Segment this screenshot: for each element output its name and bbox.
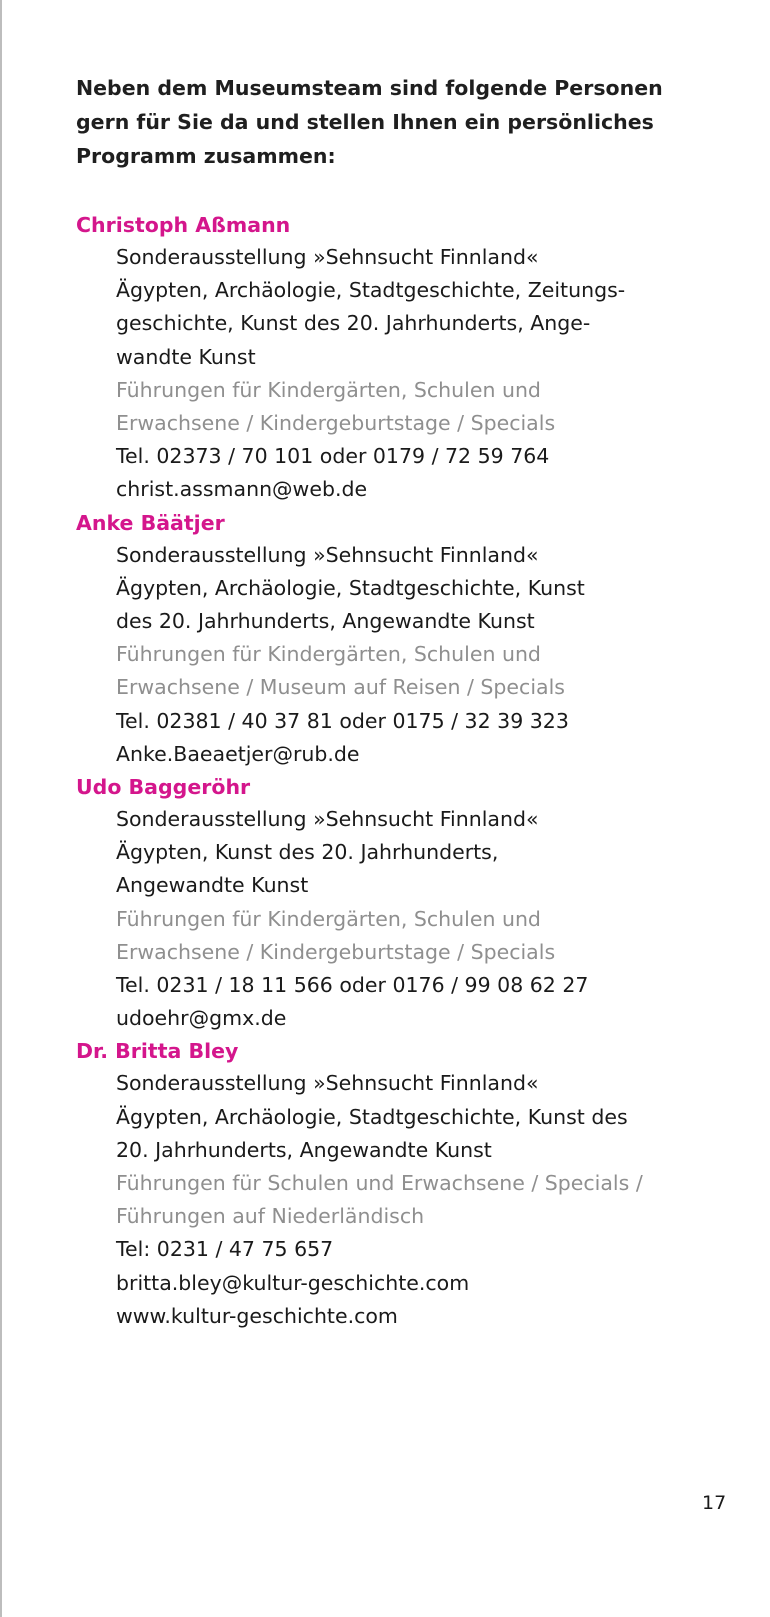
guide-topic-line: wandte Kunst [116,344,256,369]
page-content [76,71,736,1333]
guide-program-line: Führungen auf Niederländisch [116,1204,425,1229]
guide-website: www.kultur-geschichte.com [116,1303,398,1328]
guide-details [116,539,736,771]
guide-name: Udo Baggeröhr [76,775,251,800]
guide-phone: Tel: 0231 / 47 75 657 [116,1237,334,1262]
guide-email: britta.bley@kultur-geschichte.com [116,1270,470,1295]
guide-topic-line: Ägypten, Archäologie, Stadtgeschichte, Kunst [116,575,585,600]
guide-topic-line: des 20. Jahrhunderts, Angewandte Kunst [116,609,535,634]
guide-details [116,241,736,507]
intro-line: gern für Sie da und stellen Ihnen ein persönliches [76,110,654,134]
guide-entry [76,209,736,507]
guide-program-line: Erwachsene / Museum auf Reisen / Specials [116,675,565,700]
intro-line: Programm zusammen: [76,144,336,168]
guide-entry [76,1035,736,1333]
guide-details [116,1067,736,1333]
page-edge-line [0,0,2,1617]
guide-topic-line: Angewandte Kunst [116,873,309,898]
guide-program-line: Erwachsene / Kindergeburtstage / Specials [116,939,556,964]
guide-topic-line: geschichte, Kunst des 20. Jahrhunderts, Ange- [116,311,591,336]
intro-paragraph [76,71,736,173]
guide-topic-line: Sonderausstellung »Sehnsucht Finnland« [116,245,539,269]
guide-email: udoehr@gmx.de [116,1006,287,1031]
guide-topic-line: Sonderausstellung »Sehnsucht Finnland« [116,542,539,567]
guide-email: Anke.Baeaetjer@rub.de [116,741,360,766]
guide-name: Christoph Aßmann [76,213,291,237]
guide-program-line: Führungen für Schulen und Erwachsene / Specials / [116,1171,643,1196]
guide-topic-line: Ägypten, Archäologie, Stadtgeschichte, Kunst des [116,1104,628,1129]
guide-entry [76,507,736,771]
guide-topic-line: Ägypten, Archäologie, Stadtgeschichte, Zeitungs- [116,278,626,303]
guide-program-line: Führungen für Kindergärten, Schulen und [116,906,541,931]
guide-email: christ.assmann@web.de [116,477,368,502]
guide-phone: Tel. 02373 / 70 101 oder 0179 / 72 59 764 [116,444,550,469]
intro-line: Neben dem Museumsteam sind folgende Personen [76,76,663,100]
page-number: 17 [702,1492,727,1514]
guide-details [116,803,736,1035]
guide-topic-line: Sonderausstellung »Sehnsucht Finnland« [116,1071,539,1096]
guide-topic-line: 20. Jahrhunderts, Angewandte Kunst [116,1137,492,1162]
guide-topic-line: Sonderausstellung »Sehnsucht Finnland« [116,807,539,832]
guide-name: Dr. Britta Bley [76,1039,239,1064]
guide-name: Anke Bäätjer [76,510,225,535]
guide-entry [76,771,736,1035]
guide-program-line: Führungen für Kindergärten, Schulen und [116,377,541,402]
guide-program-line: Führungen für Kindergärten, Schulen und [116,642,541,667]
guide-phone: Tel. 0231 / 18 11 566 oder 0176 / 99 08 62 27 [116,973,589,998]
guide-topic-line: Ägypten, Kunst des 20. Jahrhunderts, [116,840,499,865]
guide-phone: Tel. 02381 / 40 37 81 oder 0175 / 32 39 323 [116,708,569,733]
guide-program-line: Erwachsene / Kindergeburtstage / Specials [116,411,556,436]
guide-list [76,209,736,1333]
